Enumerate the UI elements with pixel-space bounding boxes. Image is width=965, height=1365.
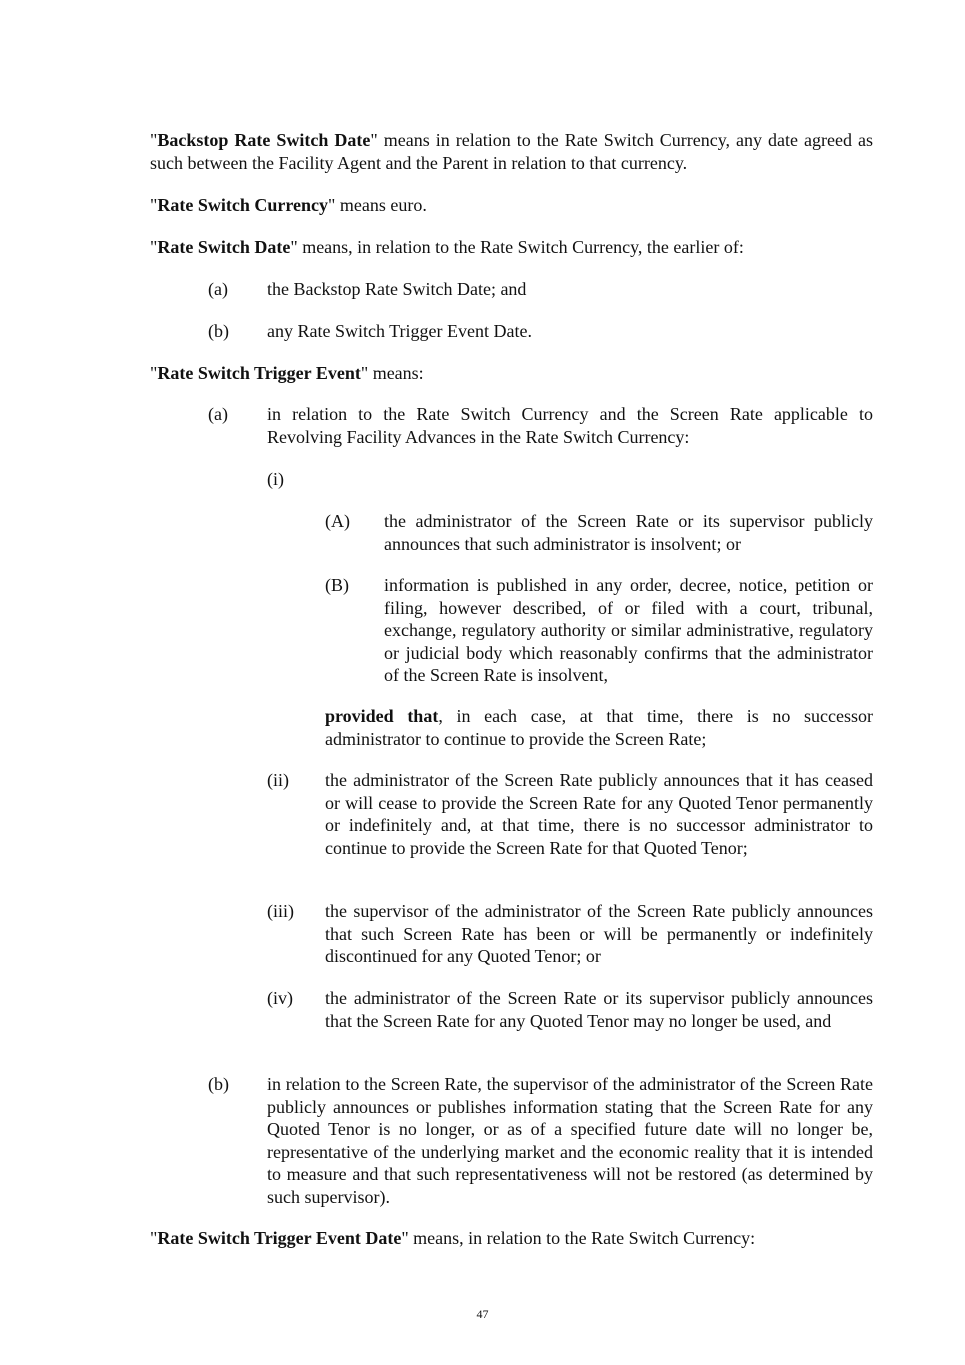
defined-term: Rate Switch Date: [157, 237, 291, 257]
list-label: (a): [208, 279, 228, 299]
list-label: (i): [267, 469, 284, 489]
defined-term: Rate Switch Trigger Event Date: [157, 1228, 402, 1248]
list-item-text: any Rate Switch Trigger Event Date.: [267, 321, 532, 341]
list-label: (b): [208, 1074, 229, 1094]
proviso-text: , in each case, at that time, there is no successor administrator to continue to provide the Screen Rate;: [325, 706, 874, 749]
list-item-text: in relation to the Rate Switch Currency and the Screen Rate applicable to Revolving Facility Advances in the Rate Switch Currency:: [267, 404, 873, 447]
definition-backstop-rate-switch-date: "Backstop Rate Switch Date" means in relation to the Rate Switch Currency, any date agreed as such between the Facility Agent and the Parent in relation to that currency.: [150, 130, 873, 173]
definition-text: " means, in relation to the Rate Switch Currency, the earlier of:: [290, 237, 744, 257]
proviso: [325, 705, 873, 750]
list-label: (B): [325, 575, 349, 595]
definition-rate-switch-trigger-event: "Rate Switch Trigger Event" means:: [150, 363, 424, 383]
list-label: (b): [208, 321, 229, 341]
list-item-text: information is published in any order, decree, notice, petition or filing, however described, of or filed with a court, tribunal, exchange, regulatory authority or similar administrative, regulatory or judicial body which reasonably confirms that the administrator of the Screen Rate is insolvent,: [384, 575, 873, 685]
defined-term: Rate Switch Trigger Event: [157, 363, 361, 383]
definition-text: " means, in relation to the Rate Switch Currency:: [401, 1228, 756, 1248]
proviso-bold: provided that: [325, 706, 439, 726]
list-label: (A): [325, 511, 350, 531]
list-label: (ii): [267, 770, 289, 790]
definition-text: " means:: [360, 363, 424, 383]
list-item-text: the administrator of the Screen Rate or its supervisor publicly announces that the Screen Rate for any Quoted Tenor may no longer be used, and: [325, 988, 873, 1031]
definition-rate-switch-currency: "Rate Switch Currency" means euro.: [150, 195, 427, 215]
list-label: (iv): [267, 988, 293, 1008]
list-label: (iii): [267, 901, 294, 921]
list-item-text: the Backstop Rate Switch Date; and: [267, 279, 527, 299]
definition-text: " means in relation to the Rate Switch Currency, any date agreed as such between the Facility Agent and the Parent in relation to that currency.: [150, 130, 873, 173]
list-item-text: in relation to the Screen Rate, the supervisor of the administrator of the Screen Rate publicly announces or publishes information stating that the Screen Rate for any Quoted Tenor is no longer, or as of a specified future date will no longer be, representative of the underlying market and the economic reality that it is intended to measure and that such representativeness will not be restored (as determined by such supervisor).: [267, 1074, 873, 1207]
definition-text: " means euro.: [328, 195, 427, 215]
list-label: (a): [208, 404, 228, 424]
definition-rate-switch-trigger-event-date: "Rate Switch Trigger Event Date" means, in relation to the Rate Switch Currency:: [150, 1228, 756, 1248]
list-item-text: the administrator of the Screen Rate publicly announces that it has ceased or will cease to provide the Screen Rate for any Quoted Tenor permanently or indefinitely and, at that time, there is no successor administrator to continue to provide the Screen Rate for that Quoted Tenor;: [325, 770, 873, 858]
page-number: 47: [476, 1307, 489, 1321]
defined-term: Backstop Rate Switch Date: [157, 130, 371, 150]
defined-term: Rate Switch Currency: [157, 195, 328, 215]
list-item-text: the supervisor of the administrator of the Screen Rate publicly announces that such Screen Rate has been or will be permanently or indefinitely discontinued for any Quoted Tenor; or: [325, 901, 873, 966]
definition-rate-switch-date: "Rate Switch Date" means, in relation to the Rate Switch Currency, the earlier of:: [150, 237, 744, 257]
list-item-text: the administrator of the Screen Rate or its supervisor publicly announces that such administrator is insolvent; or: [384, 511, 873, 554]
